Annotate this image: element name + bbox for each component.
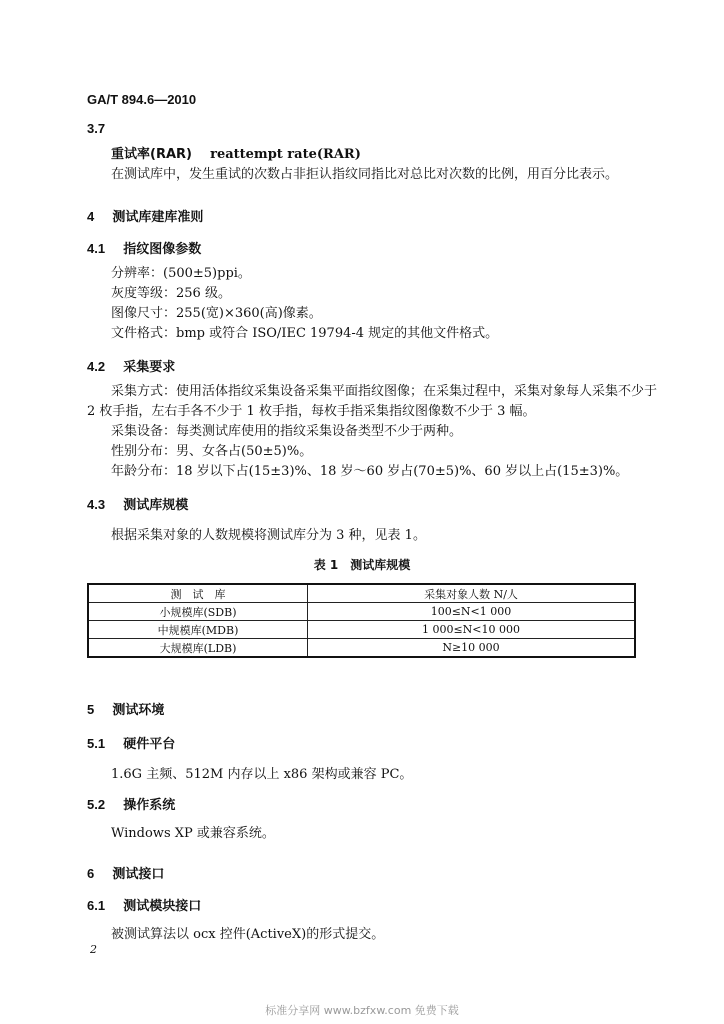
resolution-line: 分辨率：(500±5)ppi。 [111,266,251,281]
section-title: 测试环境 [112,703,165,718]
table-cell: N≥10 000 [308,639,636,658]
section-number: 4 [87,209,95,224]
section-title: 采集要求 [123,360,176,375]
table-intro: 根据采集对象的人数规模将测试库分为 3 种，见表 1。 [111,528,426,543]
interface-text: 被测试算法以 ocx 控件(ActiveX)的形式提交。 [111,927,385,942]
section-5-2-heading [87,794,175,813]
section-4-heading [87,206,203,225]
term-en: reattempt rate(RAR) [210,147,361,162]
section-4-3-heading [87,494,188,513]
section-title: 测试接口 [112,867,165,882]
page-number: 2 [90,943,97,956]
table-cell: 1 000≤N<10 000 [308,621,636,639]
section-number: 6.1 [87,898,106,913]
section-number: 5.1 [87,736,106,751]
gender-distribution-line: 性别分布：男、女各占(50±5)%。 [111,444,313,459]
table-header-cell: 采集对象人数 N/人 [308,584,636,603]
file-format-line: 文件格式：bmp 或符合 ISO/IEC 19794-4 规定的其他文件格式。 [111,326,499,341]
section-6-1-heading [87,895,201,914]
section-title: 测试库规模 [123,498,189,513]
table-caption: 表 1 测试库规模 [313,558,411,572]
table-cell: 大规模库(LDB) [88,639,308,658]
section-number: 5.2 [87,797,106,812]
os-text: Windows XP 或兼容系统。 [111,826,275,841]
table-row [88,603,635,621]
section-number: 4.2 [87,359,106,374]
section-5-1-heading [87,733,175,752]
table-header-row [88,584,635,603]
section-title: 操作系统 [123,798,176,813]
section-title: 测试库建库准则 [112,210,204,225]
section-number: 4.3 [87,497,106,512]
section-4-1-heading [87,238,201,257]
section-5-heading [87,699,164,718]
table-cell: 中规模库(MDB) [88,621,308,639]
capture-device-line: 采集设备：每类测试库使用的指纹采集设备类型不少于两种。 [111,424,463,439]
term-definition: 在测试库中，发生重试的次数占非拒认指纹同指比对总比对次数的比例，用百分比表示。 [111,167,619,182]
standard-id: GA/T 894.6—2010 [87,92,197,107]
section-4-2-heading [87,356,175,375]
table-cell: 小规模库(SDB) [88,603,308,621]
hardware-text: 1.6G 主频、512M 内存以上 x86 架构或兼容 PC。 [111,767,413,782]
grayscale-line: 灰度等级：256 级。 [111,286,231,301]
section-number: 6 [87,866,95,881]
section-title: 测试模块接口 [123,899,202,914]
term-heading [111,143,361,162]
table-row [88,639,635,658]
term-zh: 重试率(RAR) [111,147,192,162]
scale-table [87,583,636,658]
section-number: 4.1 [87,241,106,256]
section-3-7-number: 3.7 [87,121,106,136]
section-6-heading [87,863,164,882]
section-title: 硬件平台 [123,737,176,752]
table-row [88,621,635,639]
image-size-line: 图像尺寸：255(宽)×360(高)像素。 [111,306,322,321]
watermark-footer: 标准分享网 www.bzfxw.com 免费下载 [265,1004,459,1017]
capture-method-line-1: 采集方式：使用活体指纹采集设备采集平面指纹图像；在采集过程中，采集对象每人采集不少于 [111,384,658,399]
age-distribution-line: 年龄分布：18 岁以下占(15±3)%、18 岁～60 岁占(70±5)%、60 岁以上占(15±3)%。 [111,464,629,479]
table-header-cell: 测 试 库 [88,584,308,603]
capture-method-line-2: 2 枚手指，左右手各不少于 1 枚手指，每枚手指采集指纹图像数不少于 3 幅。 [87,404,536,419]
section-title: 指纹图像参数 [123,242,202,257]
section-number: 5 [87,702,95,717]
table-cell: 100≤N<1 000 [308,603,636,621]
